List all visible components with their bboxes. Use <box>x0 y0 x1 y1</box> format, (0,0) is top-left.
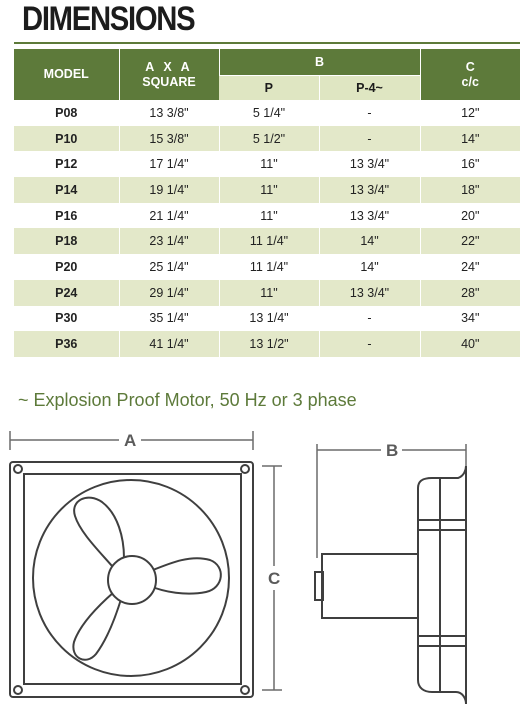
fan-housing <box>418 466 466 704</box>
cell-p4: 14" <box>319 254 420 280</box>
cell-p4: - <box>319 126 420 152</box>
header-c-line1: C <box>465 59 475 74</box>
cell-c: 22" <box>420 228 520 254</box>
header-axa <box>119 49 219 100</box>
cell-c: 16" <box>420 151 520 177</box>
table-row <box>14 151 520 177</box>
header-c <box>420 49 520 100</box>
fan-blade-icon <box>73 592 122 660</box>
mount-hole-icon <box>241 686 249 694</box>
cell-p: 11 1/4" <box>219 254 319 280</box>
cell-model: P18 <box>14 228 119 254</box>
cell-model: P36 <box>14 331 119 357</box>
cell-model: P14 <box>14 177 119 203</box>
table-row <box>14 306 520 332</box>
cell-axa: 29 1/4" <box>119 280 219 306</box>
cell-p4: 13 3/4" <box>319 177 420 203</box>
cell-c: 18" <box>420 177 520 203</box>
cell-axa: 13 3/8" <box>119 100 219 126</box>
cell-p: 5 1/4" <box>219 100 319 126</box>
cell-c: 28" <box>420 280 520 306</box>
cell-axa: 41 1/4" <box>119 331 219 357</box>
label-c: C <box>268 569 281 588</box>
cell-p: 13 1/4" <box>219 306 319 332</box>
dimensions-table <box>14 49 520 357</box>
motor-body <box>322 554 418 618</box>
cell-p: 11" <box>219 203 319 229</box>
table-row <box>14 331 520 357</box>
header-axa-line1: A X A <box>145 59 193 74</box>
header-b: B <box>219 49 420 76</box>
page-title: DIMENSIONS <box>22 0 195 38</box>
fan-front-view <box>10 431 282 697</box>
fan-blade-icon <box>148 558 221 593</box>
table-row <box>14 100 520 126</box>
cell-axa: 23 1/4" <box>119 228 219 254</box>
table-row <box>14 126 520 152</box>
cell-axa: 15 3/8" <box>119 126 219 152</box>
cell-c: 40" <box>420 331 520 357</box>
dimension-b-line <box>317 444 466 558</box>
table-row <box>14 228 520 254</box>
table-row <box>14 254 520 280</box>
fan-blade-icon <box>74 498 124 566</box>
cell-c: 14" <box>420 126 520 152</box>
cell-p: 5 1/2" <box>219 126 319 152</box>
header-axa-line2: SQUARE <box>142 74 196 89</box>
cell-axa: 35 1/4" <box>119 306 219 332</box>
cell-model: P12 <box>14 151 119 177</box>
cell-p4: - <box>319 331 420 357</box>
cell-model: P24 <box>14 280 119 306</box>
cell-p: 11" <box>219 177 319 203</box>
table-row <box>14 280 520 306</box>
cell-p4: 14" <box>319 228 420 254</box>
cell-p: 11 1/4" <box>219 228 319 254</box>
fan-side-view <box>315 441 466 704</box>
mount-hole-icon <box>14 686 22 694</box>
header-c-line2: c/c <box>461 74 479 89</box>
label-a: A <box>124 431 137 450</box>
cell-p: 11" <box>219 280 319 306</box>
cell-p4: 13 3/4" <box>319 280 420 306</box>
title-divider <box>14 42 520 44</box>
cell-p4: - <box>319 306 420 332</box>
cell-c: 12" <box>420 100 520 126</box>
cell-axa: 19 1/4" <box>119 177 219 203</box>
table-row <box>14 177 520 203</box>
cell-model: P10 <box>14 126 119 152</box>
cell-c: 20" <box>420 203 520 229</box>
mount-hole-icon <box>14 465 22 473</box>
fan-hub <box>108 556 156 604</box>
label-b: B <box>386 441 399 460</box>
cell-p4: 13 3/4" <box>319 151 420 177</box>
header-p4: P-4~ <box>319 76 420 101</box>
dimension-drawings <box>0 420 529 712</box>
header-p: P <box>219 76 319 101</box>
cell-axa: 17 1/4" <box>119 151 219 177</box>
cell-model: P08 <box>14 100 119 126</box>
cell-p4: 13 3/4" <box>319 203 420 229</box>
cell-model: P16 <box>14 203 119 229</box>
cell-model: P30 <box>14 306 119 332</box>
cell-c: 24" <box>420 254 520 280</box>
cell-axa: 21 1/4" <box>119 203 219 229</box>
header-model: MODEL <box>14 49 119 100</box>
table-row <box>14 203 520 229</box>
cell-axa: 25 1/4" <box>119 254 219 280</box>
cell-c: 34" <box>420 306 520 332</box>
footnote: ~ Explosion Proof Motor, 50 Hz or 3 phase <box>18 390 357 410</box>
cell-p: 13 1/2" <box>219 331 319 357</box>
cell-p: 11" <box>219 151 319 177</box>
cell-p4: - <box>319 100 420 126</box>
mount-hole-icon <box>241 465 249 473</box>
cell-model: P20 <box>14 254 119 280</box>
